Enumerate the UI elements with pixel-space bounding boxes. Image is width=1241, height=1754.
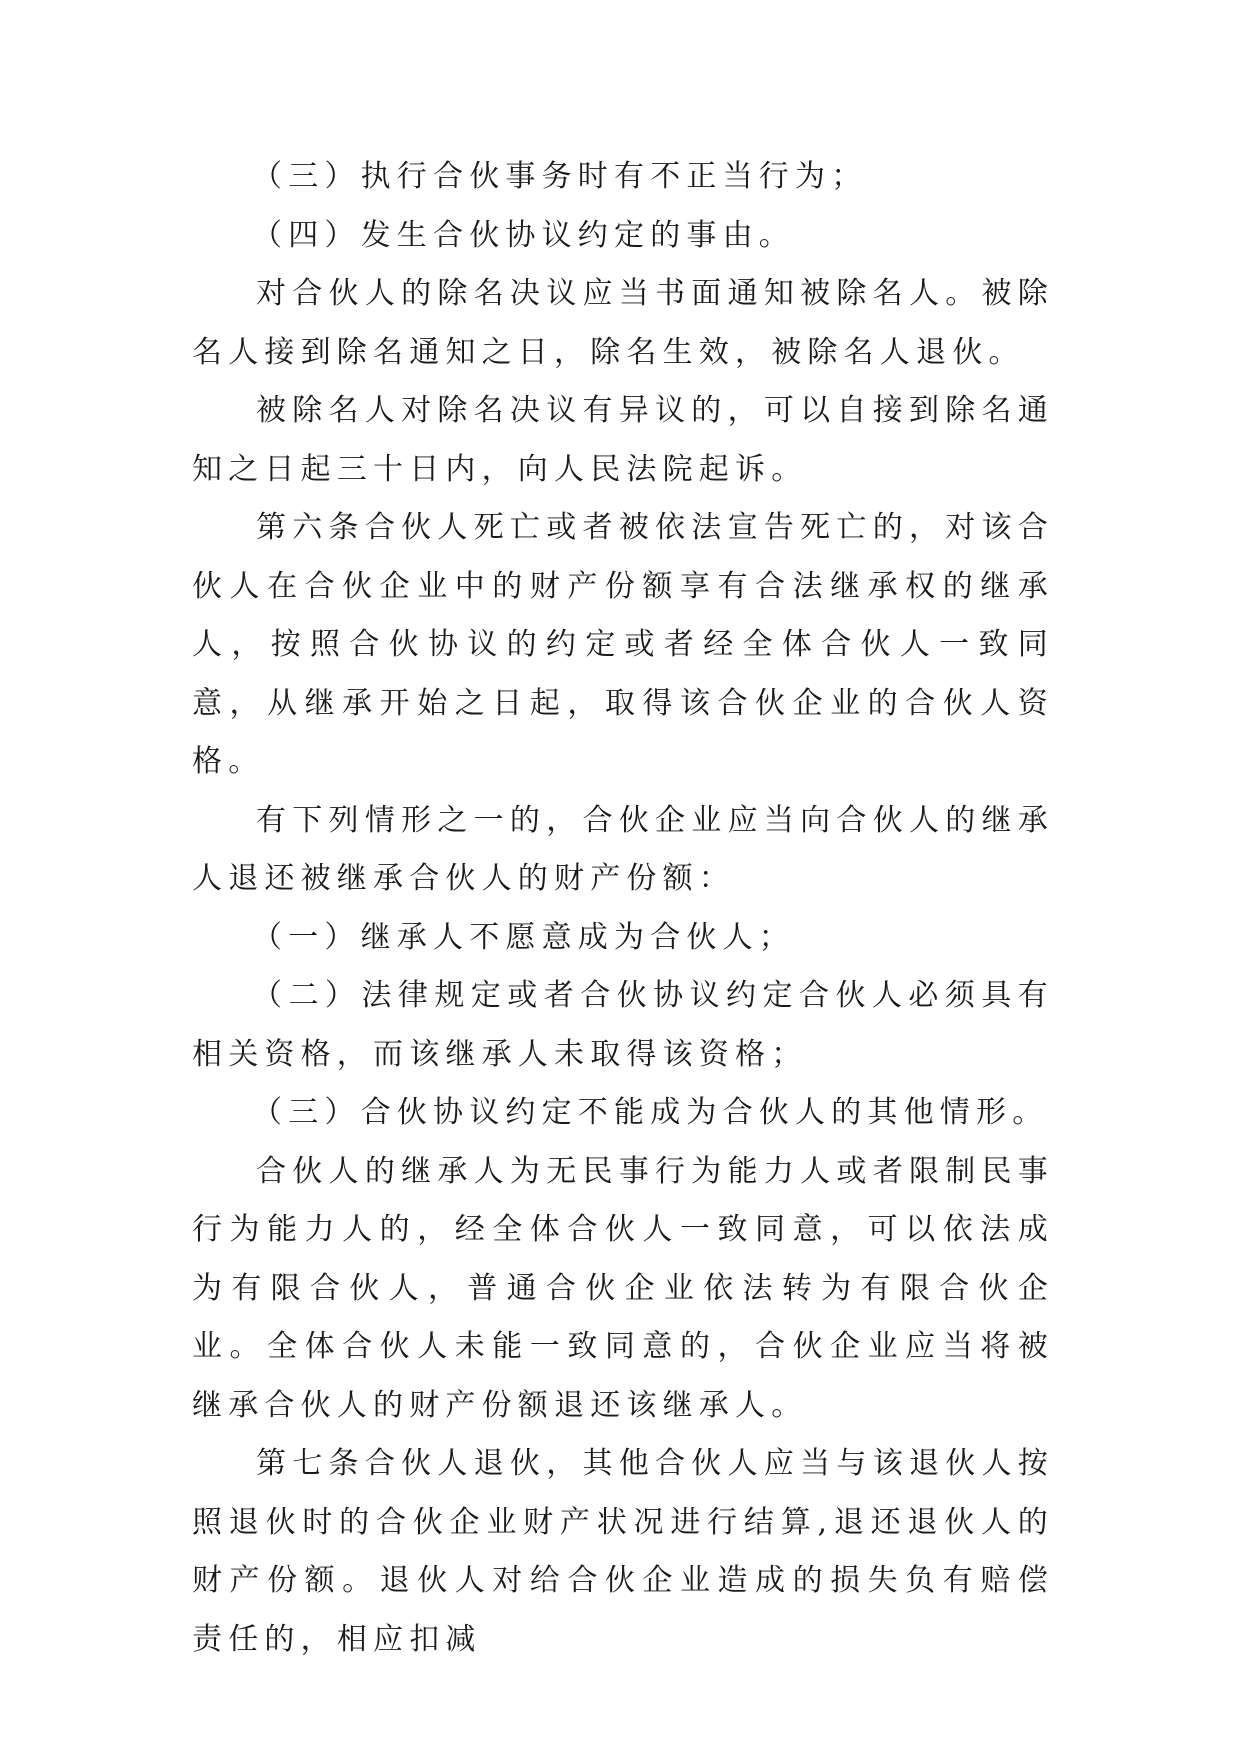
clause-item: （二）法律规定或者合伙协议约定合伙人必须具有相关资格，而该继承人未取得该资格；	[192, 978, 1054, 1072]
clause-item: （四）发生合伙协议约定的事由。	[252, 217, 795, 253]
article-paragraph: 第七条合伙人退伙，其他合伙人应当与该退伙人按照退伙时的合伙企业财产状况进行结算,退还退伙人的财产份额。退伙人对给合伙企业造成的损失负有赔偿责任的，相应扣减	[192, 1446, 1054, 1657]
clause-item: （三）执行合伙事务时有不正当行为；	[252, 159, 868, 194]
body-paragraph: 合伙人的继承人为无民事行为能力人或者限制民事行为能力人的，经全体合伙人一致同意，可以依法成为有限合伙人，普通合伙企业依法转为有限合伙企业。全体合伙人未能一致同意的，合伙企业应当将被继承合伙人的财产份额退还该继承人。	[192, 1153, 1054, 1423]
clause-item: （一）继承人不愿意成为合伙人；	[252, 919, 795, 955]
article-paragraph: 第六条合伙人死亡或者被依法宣告死亡的，对该合伙人在合伙企业中的财产份额享有合法继承权的继承人，按照合伙协议的约定或者经全体合伙人一致同意，从继承开始之日起，取得该合伙企业的合伙人资格。	[192, 510, 1054, 779]
body-paragraph: 有下列情形之一的，合伙企业应当向合伙人的继承人退还被继承合伙人的财产份额：	[192, 802, 1054, 896]
body-paragraph: 对合伙人的除名决议应当书面通知被除名人。被除名人接到除名通知之日，除名生效，被除名人退伙。	[192, 276, 1054, 370]
clause-item: （三）合伙协议约定不能成为合伙人的其他情形。	[252, 1095, 1049, 1130]
document-body	[192, 148, 1054, 1669]
body-paragraph: 被除名人对除名决议有异议的，可以自接到除名通知之日起三十日内，向人民法院起诉。	[192, 393, 1054, 487]
